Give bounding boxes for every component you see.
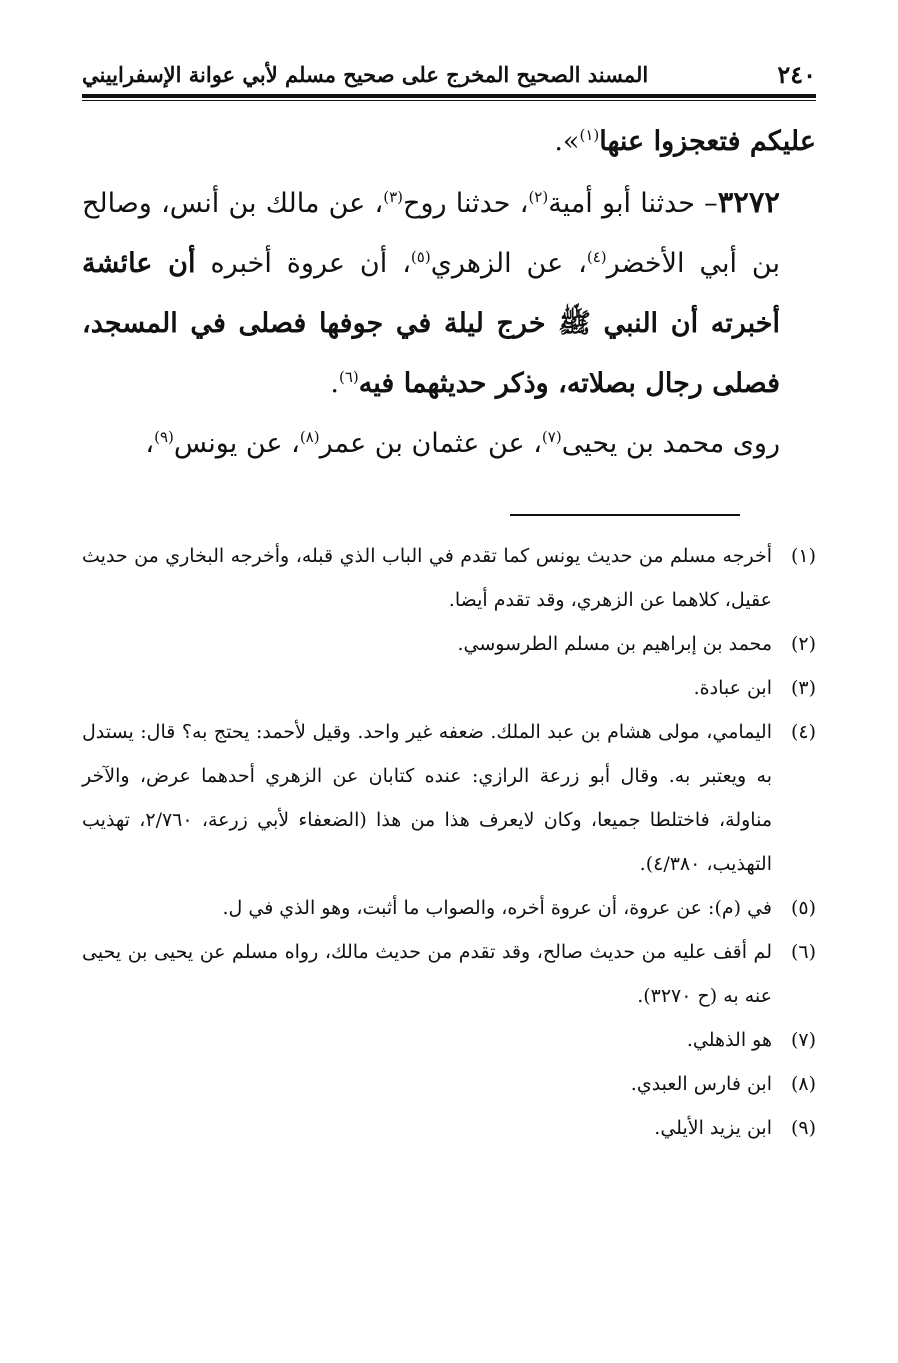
book-title: المسند الصحيح المخرج على صحيح مسلم لأبي عوانة الإسفراييني [82, 61, 649, 87]
riwaya-end: ، [145, 428, 155, 459]
footnote-number: (٨) [790, 1073, 816, 1095]
footnote-text: هو الذهلي. [686, 1029, 772, 1051]
footnote-ref-7: (٧) [541, 428, 562, 446]
footnote-number: (٣) [790, 677, 816, 699]
footnote-number: (٧) [790, 1029, 816, 1051]
isnad-part-a: – حدثنا أبو أمية [548, 188, 718, 219]
matn-text: أن عائشة أخبرته أن النبي ﷺ خرج ليلة في جوفها فصلى في المسجد، فصلى رجال بصلاته، وذكر حديثهما فيه [82, 248, 780, 399]
riwaya-part-b: ، عن عثمان بن عمر [319, 428, 542, 459]
closing-quote: ». [554, 126, 580, 157]
isnad-part-e: ، أن عروة أخبره [195, 248, 411, 279]
riwaya-part-a: روى محمد بن يحيى [561, 428, 780, 459]
footnote [82, 666, 816, 710]
footnote [82, 534, 816, 622]
hadith-number: ٣٢٧٢ [717, 185, 780, 219]
footnote-ref-2: (٢) [528, 188, 549, 206]
footnote-ref-8: (٨) [299, 428, 320, 446]
footnote-ref-1: (١) [579, 126, 600, 144]
footnote-ref-3: (٣) [383, 188, 404, 206]
footnote-text: ابن عبادة. [693, 677, 772, 699]
header-rule-thick [82, 94, 816, 98]
footnote-ref-9: (٩) [154, 428, 174, 446]
header-rule-thin [82, 100, 816, 101]
running-header [82, 56, 816, 92]
footnote-text: ابن يزيد الأيلي. [654, 1117, 772, 1139]
footnote-number: (٩) [790, 1117, 816, 1139]
footnote [82, 710, 816, 886]
footnote-text: أخرجه مسلم من حديث يونس كما تقدم في الباب الذي قبله، وأخرجه البخاري من حديث عقيل، كلاهما عن الزهري، وقد تقدم أيضا. [82, 545, 772, 611]
isnad-part-d: ، عن الزهري [430, 248, 587, 279]
main-text [82, 112, 816, 474]
riwaya-paragraph [82, 414, 816, 474]
footnote [82, 1062, 816, 1106]
footnote-text: اليمامي، مولى هشام بن عبد الملك. ضعفه غير واحد. وقيل لأحمد: يحتج به؟ قال: يستدل به ويعتبر به. وقال أبو زرعة الرازي: عنده كتابان عن الزهري أحدهما عرض، والآخر مناولة، فاختلطا جميعا، وكان لايعرف هذا من هذا (الضعفاء لأبي زرعة، ٢/٧٦٠، تهذيب التهذيب، ٤/٣٨٠). [82, 721, 772, 875]
isnad-part-b: ، حدثنا روح [403, 188, 529, 219]
footnotes [82, 534, 816, 1150]
isnad-part-c: ، عن مالك بن أنس، وصالح بن أبي الأخضر [82, 188, 780, 279]
footnote-number: (٥) [790, 897, 816, 919]
quoted-text: عليكم فتعجزوا عنها [599, 126, 816, 157]
footnote-text: محمد بن إبراهيم بن مسلم الطرسوسي. [457, 633, 772, 655]
footnote-ref-4: (٤) [586, 248, 607, 266]
footnote [82, 930, 816, 1018]
page-number: ٢٤٠ [777, 59, 816, 89]
footnote-text: في (م): عن عروة، أن عروة أخره، والصواب ما أثبت، وهو الذي في ل. [222, 897, 772, 919]
footnote [82, 1018, 816, 1062]
footnote [82, 886, 816, 930]
footnote [82, 622, 816, 666]
continuation-paragraph [82, 112, 816, 172]
paragraph-end: . [330, 368, 339, 399]
riwaya-part-c: ، عن يونس [173, 428, 300, 459]
footnote [82, 1106, 816, 1150]
footnote-ref-6: (٦) [338, 368, 359, 386]
footnote-ref-5: (٥) [410, 248, 431, 266]
footnote-text: لم أقف عليه من حديث صالح، وقد تقدم من حديث مالك، رواه مسلم عن يحيى بن يحيى عنه به (ح ٣٢٧٠). [82, 941, 772, 1007]
footnote-text: ابن فارس العبدي. [630, 1073, 772, 1095]
hadith-paragraph [82, 172, 816, 414]
footnote-number: (٦) [790, 941, 816, 963]
footnote-number: (٤) [790, 721, 816, 743]
footnote-separator [510, 514, 740, 516]
footnote-number: (١) [790, 545, 816, 567]
footnote-number: (٢) [790, 633, 816, 655]
